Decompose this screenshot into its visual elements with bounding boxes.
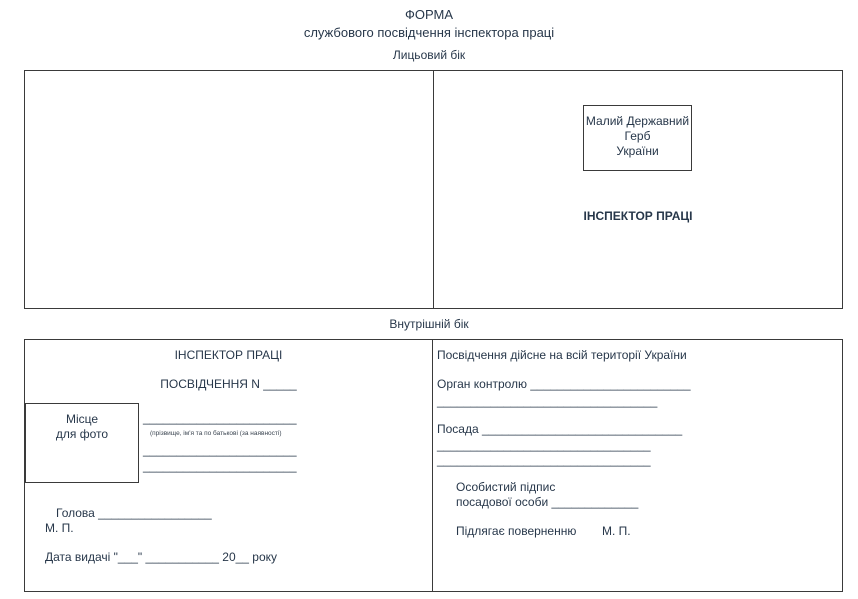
seal-right: М. П. — [602, 524, 631, 538]
front-side-label: Лицьовий бік — [392, 48, 466, 62]
emblem-line-2: Герб — [624, 129, 651, 143]
form-subtitle: службового посвідчення інспектора праці — [303, 25, 555, 40]
form-title: ФОРМА — [404, 7, 454, 22]
name-line-3: _______________________ — [143, 459, 297, 473]
position-line: Посада ______________________________ — [437, 422, 683, 436]
signature-label: Особистий підпис — [456, 480, 556, 494]
front-heading: ІНСПЕКТОР ПРАЦІ — [583, 209, 693, 223]
photo-placeholder — [25, 403, 139, 483]
photo-label-line-2: для фото — [55, 427, 109, 441]
authority-line-continued: _________________________________ — [437, 394, 658, 408]
certificate-number: ПОСВІДЧЕННЯ N _____ — [160, 377, 297, 391]
issue-date: Дата видачі "___" ___________ 20__ року — [45, 550, 278, 564]
photo-label-line-1: Місце — [65, 412, 99, 426]
inner-heading: ІНСПЕКТОР ПРАЦІ — [174, 348, 283, 362]
signature-line: посадової особи _____________ — [456, 495, 639, 509]
position-line-continued-1: ________________________________ — [437, 438, 651, 452]
authority-line: Орган контролю ________________________ — [437, 377, 691, 391]
name-line-2: _______________________ — [143, 443, 297, 457]
emblem-box — [583, 105, 692, 171]
front-divider — [433, 70, 434, 309]
emblem-line-1: Малий Державний — [585, 114, 690, 128]
name-hint: (прізвище, ім'я та по батькові (за наявності) — [150, 430, 282, 437]
head-signature-line: Голова _________________ — [56, 506, 212, 520]
validity-text: Посвідчення дійсне на всій території України — [437, 348, 687, 362]
name-line-1: _______________________ — [143, 411, 297, 425]
position-line-continued-2: ________________________________ — [437, 453, 651, 467]
inner-side-label: Внутрішній бік — [389, 317, 469, 331]
seal-left: М. П. — [45, 521, 74, 535]
return-note: Підлягає поверненню — [456, 524, 577, 538]
emblem-line-3: України — [616, 144, 659, 158]
